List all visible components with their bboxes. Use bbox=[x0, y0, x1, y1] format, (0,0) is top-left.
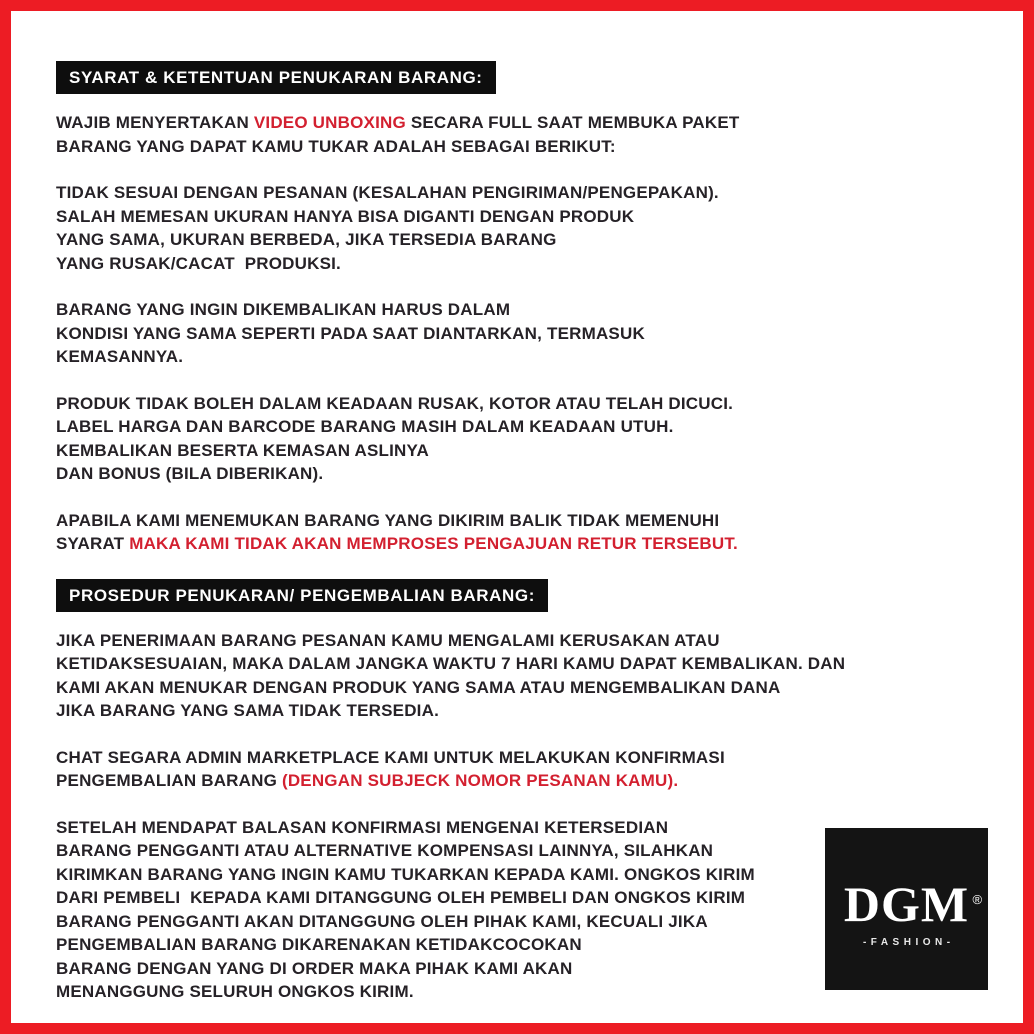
text-line bbox=[56, 392, 886, 416]
text-line bbox=[56, 345, 886, 369]
paragraph bbox=[56, 746, 886, 793]
text-run: SETELAH MENDAPAT BALASAN KONFIRMASI MENGENAI KETERSEDIAN bbox=[56, 817, 669, 837]
text-run: BARANG DENGAN YANG DI ORDER MAKA PIHAK KAMI AKAN bbox=[56, 958, 573, 978]
text-line bbox=[56, 135, 886, 159]
paragraph bbox=[56, 816, 886, 1004]
text-line bbox=[56, 532, 886, 556]
text-run: KEMBALIKAN BESERTA KEMASAN ASLINYA bbox=[56, 440, 429, 460]
text-line bbox=[56, 676, 886, 700]
text-line bbox=[56, 652, 886, 676]
text-line bbox=[56, 933, 886, 957]
text-line bbox=[56, 322, 886, 346]
text-run: SYARAT bbox=[56, 534, 130, 553]
section-header-syarat: SYARAT & KETENTUAN PENUKARAN BARANG: bbox=[56, 61, 496, 94]
text-run: KETIDAKSESUAIAN, MAKA DALAM JANGKA WAKTU 7 HARI KAMU DAPAT KEMBALIKAN. DAN bbox=[56, 654, 846, 673]
text-run: JIKA BARANG YANG SAMA TIDAK TERSEDIA. bbox=[56, 701, 440, 720]
text-line bbox=[56, 111, 886, 135]
text-line bbox=[56, 816, 886, 840]
text-run: YANG RUSAK/CACAT PRODUKSI. bbox=[56, 253, 341, 273]
highlighted-text-run: MAKA KAMI TIDAK AKAN MEMPROSES PENGAJUAN RETUR TERSEBUT. bbox=[129, 534, 738, 553]
text-run: BARANG YANG INGIN DIKEMBALIKAN HARUS DALAM bbox=[56, 300, 511, 319]
text-run: KIRIMKAN BARANG YANG INGIN KAMU TUKARKAN KEPADA KAMI. ONGKOS KIRIM bbox=[56, 864, 755, 884]
text-line bbox=[56, 252, 886, 276]
text-line bbox=[56, 228, 886, 252]
text-run: WAJIB MENYERTAKAN bbox=[56, 113, 254, 132]
text-run: PENGEMBALIAN BARANG bbox=[56, 771, 282, 790]
text-line bbox=[56, 839, 886, 863]
section-header-prosedur: PROSEDUR PENUKARAN/ PENGEMBALIAN BARANG: bbox=[56, 579, 548, 612]
text-line bbox=[56, 462, 886, 486]
paragraph bbox=[56, 509, 886, 556]
text-run: PENGEMBALIAN BARANG DIKARENAKAN KETIDAKCOCOKAN bbox=[56, 935, 582, 954]
text-run: SALAH MEMESAN UKURAN HANYA BISA DIGANTI DENGAN PRODUK bbox=[56, 206, 635, 226]
text-run: KONDISI YANG SAMA SEPERTI PADA SAAT DIANTARKAN, TERMASUK bbox=[56, 323, 645, 343]
text-line bbox=[56, 509, 886, 533]
paragraph bbox=[56, 392, 886, 486]
text-line bbox=[56, 439, 886, 463]
paragraph bbox=[56, 181, 886, 275]
text-line bbox=[56, 205, 886, 229]
text-run: APABILA KAMI MENEMUKAN BARANG YANG DIKIRIM BALIK TIDAK MEMENUHI bbox=[56, 510, 720, 530]
text-line bbox=[56, 181, 886, 205]
text-run: CHAT SEGARA ADMIN MARKETPLACE KAMI UNTUK MELAKUKAN KONFIRMASI bbox=[56, 747, 725, 767]
highlighted-text-run: VIDEO UNBOXING bbox=[253, 113, 406, 132]
text-run: PRODUK TIDAK BOLEH DALAM KEADAAN RUSAK, KOTOR ATAU TELAH DICUCI. bbox=[56, 393, 734, 413]
text-run: SECARA FULL SAAT MEMBUKA PAKET bbox=[405, 113, 740, 132]
text-run: BARANG YANG DAPAT KAMU TUKAR ADALAH SEBAGAI BERIKUT: bbox=[56, 136, 616, 156]
paragraph bbox=[56, 298, 886, 369]
paragraph bbox=[56, 629, 886, 723]
text-line bbox=[56, 863, 886, 887]
text-line bbox=[56, 910, 886, 934]
highlighted-text-run: (DENGAN SUBJECK NOMOR PESANAN KAMU). bbox=[281, 771, 679, 790]
text-run: BARANG PENGGANTI ATAU ALTERNATIVE KOMPENSASI LAINNYA, SILAHKAN bbox=[56, 841, 714, 860]
text-line bbox=[56, 699, 886, 723]
text-run: LABEL HARGA DAN BARCODE BARANG MASIH DALAM KEADAAN UTUH. bbox=[56, 417, 674, 436]
text-run: YANG SAMA, UKURAN BERBEDA, JIKA TERSEDIA BARANG bbox=[56, 230, 557, 249]
text-run: JIKA PENERIMAAN BARANG PESANAN KAMU MENGALAMI KERUSAKAN ATAU bbox=[56, 630, 720, 650]
text-run: BARANG PENGGANTI AKAN DITANGGUNG OLEH PIHAK KAMI, KECUALI JIKA bbox=[56, 911, 708, 931]
text-line bbox=[56, 886, 886, 910]
text-line bbox=[56, 957, 886, 981]
text-run: KAMI AKAN MENUKAR DENGAN PRODUK YANG SAMA ATAU MENGEMBALIKAN DANA bbox=[56, 677, 781, 697]
brand-logo bbox=[825, 828, 988, 990]
text-run: DARI PEMBELI KEPADA KAMI DITANGGUNG OLEH PEMBELI DAN ONGKOS KIRIM bbox=[56, 888, 746, 907]
brand-logo-wordmark bbox=[843, 875, 984, 932]
brand-logo-tagline: -FASHION- bbox=[862, 936, 955, 948]
text-line bbox=[56, 980, 886, 1004]
text-line bbox=[56, 298, 886, 322]
text-run: MENANGGUNG SELURUH ONGKOS KIRIM. bbox=[56, 982, 414, 1001]
text-run: TIDAK SESUAI DENGAN PESANAN (KESALAHAN PENGIRIMAN/PENGEPAKAN). bbox=[56, 183, 719, 202]
text-line bbox=[56, 629, 886, 653]
terms-document-body bbox=[56, 61, 886, 1027]
registered-trademark-icon: ® bbox=[972, 891, 984, 907]
paragraph bbox=[56, 111, 886, 158]
text-run: DAN BONUS (BILA DIBERIKAN). bbox=[56, 464, 324, 483]
text-run: KEMASANNYA. bbox=[56, 347, 184, 366]
brand-logo-text: DGM bbox=[843, 875, 970, 932]
text-line bbox=[56, 769, 886, 793]
text-line bbox=[56, 746, 886, 770]
text-line bbox=[56, 415, 886, 439]
